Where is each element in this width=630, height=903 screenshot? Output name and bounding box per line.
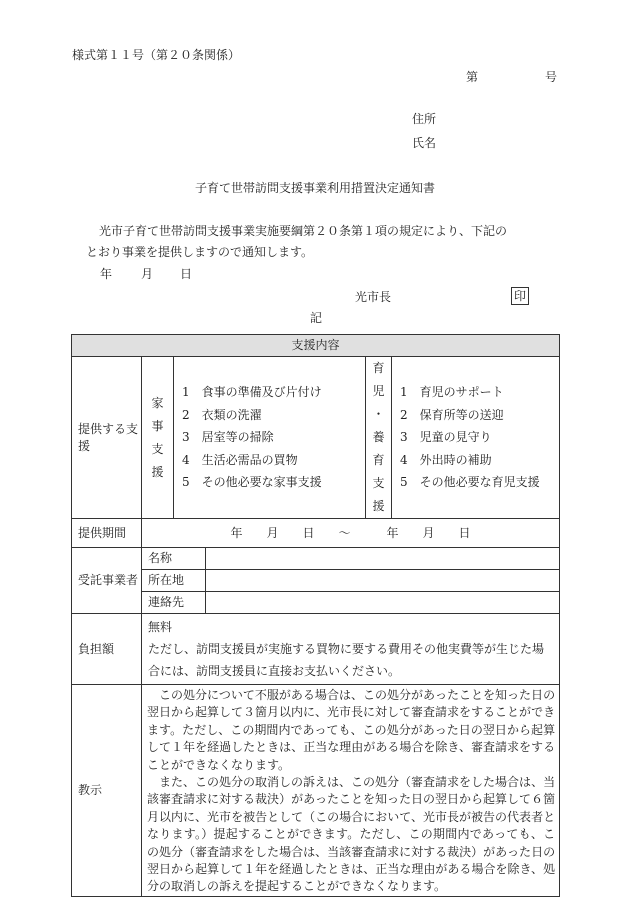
housework-label: 家 事 支 援 xyxy=(142,357,174,519)
intro-text-line2: とおり事業を提供しますので通知します。 xyxy=(86,245,314,259)
list-item: 3 児童の見守り xyxy=(400,430,492,445)
notice-paragraph-2: また、この処分の取消しの訴えは、この処分（審査請求をした場合は、当該審査請求に対する裁決）があったことを知った日の翌日から起算して６箇月以内に、光市を被告として（この場合において、光市長が被告の代表者となります。）提起することができます。ただし、この期間内であっても、この処分（審査請求をした場合は、当該審査請求に対する裁決）があった日の翌日から起算して１年を経過したときは、正当な理由がある場合を除き、処分の取消しの訴えを提起することができなくなります。 xyxy=(147,775,556,894)
contractor-name-label: 名称 xyxy=(142,548,206,570)
contractor-contact-value xyxy=(206,592,560,614)
childcare-list xyxy=(392,357,560,519)
childcare-label: 育 児 ・ 養 育 支 援 xyxy=(366,357,392,519)
support-table xyxy=(71,334,560,897)
list-item: 2 保育所等の送迎 xyxy=(400,407,504,422)
list-item: 4 外出時の補助 xyxy=(400,452,492,467)
notice-text xyxy=(142,685,560,897)
notice-label: 教示 xyxy=(72,685,142,897)
list-item: 1 育児のサポート xyxy=(400,385,504,400)
name-label: 氏名 xyxy=(412,136,437,150)
burden-note: ただし、訪問支援員が実施する買物に要する費用その他実費等が生じた場合には、訪問支援員に直接お支払いください。 xyxy=(148,642,545,678)
ki-label: 記 xyxy=(310,311,323,325)
form-number: 様式第１１号（第２０条関係） xyxy=(72,48,241,62)
notice-paragraph-1: この処分について不服がある場合は、この処分があったことを知った日の翌日から起算して３箇月以内に、光市長に対して審査請求をすることができます。ただし、この期間内であっても、この処分があった日の翌日から起算して１年を経過したときは、正当な理由がある場合を除き、審査請求をすることができなくなります。 xyxy=(147,688,556,772)
document-title: 子育て世帯訪問支援事業利用措置決定通知書 xyxy=(194,181,435,195)
period-value: 年 月 日 ～ 年 月 日 xyxy=(142,519,560,548)
seal-mark xyxy=(511,287,529,305)
doc-number-prefix: 第 xyxy=(466,70,479,84)
list-item: 5 その他必要な家事支援 xyxy=(182,475,322,490)
date-day: 日 xyxy=(180,267,193,281)
support-header: 支援内容 xyxy=(72,335,560,357)
contractor-contact-label: 連絡先 xyxy=(142,592,206,614)
list-item: 3 居室等の掃除 xyxy=(182,430,274,445)
housework-list xyxy=(174,357,366,519)
contractor-address-label: 所在地 xyxy=(142,570,206,592)
list-item: 2 衣類の洗濯 xyxy=(182,407,262,422)
doc-number-suffix: 号 xyxy=(545,70,558,84)
burden-label: 負担額 xyxy=(72,614,142,685)
address-label: 住所 xyxy=(412,112,437,126)
intro-text-line1: 光市子育て世帯訪問支援事業実施要綱第２０条第１項の規定により、下記の xyxy=(99,224,508,238)
burden-value xyxy=(142,614,560,685)
contractor-name-value xyxy=(206,548,560,570)
list-item: 5 その他必要な育児支援 xyxy=(400,475,540,490)
period-label: 提供期間 xyxy=(72,519,142,548)
date-year: 年 xyxy=(100,267,113,281)
seal-text: 印 xyxy=(511,287,529,305)
support-label: 提供する支援 xyxy=(72,357,142,519)
contractor-label: 受託事業者 xyxy=(72,548,142,614)
list-item: 4 生活必需品の買物 xyxy=(182,452,298,467)
mayor-label: 光市長 xyxy=(355,290,392,304)
date-month: 月 xyxy=(141,267,154,281)
list-item: 1 食事の準備及び片付け xyxy=(182,385,322,400)
burden-free: 無料 xyxy=(148,620,173,634)
contractor-address-value xyxy=(206,570,560,592)
